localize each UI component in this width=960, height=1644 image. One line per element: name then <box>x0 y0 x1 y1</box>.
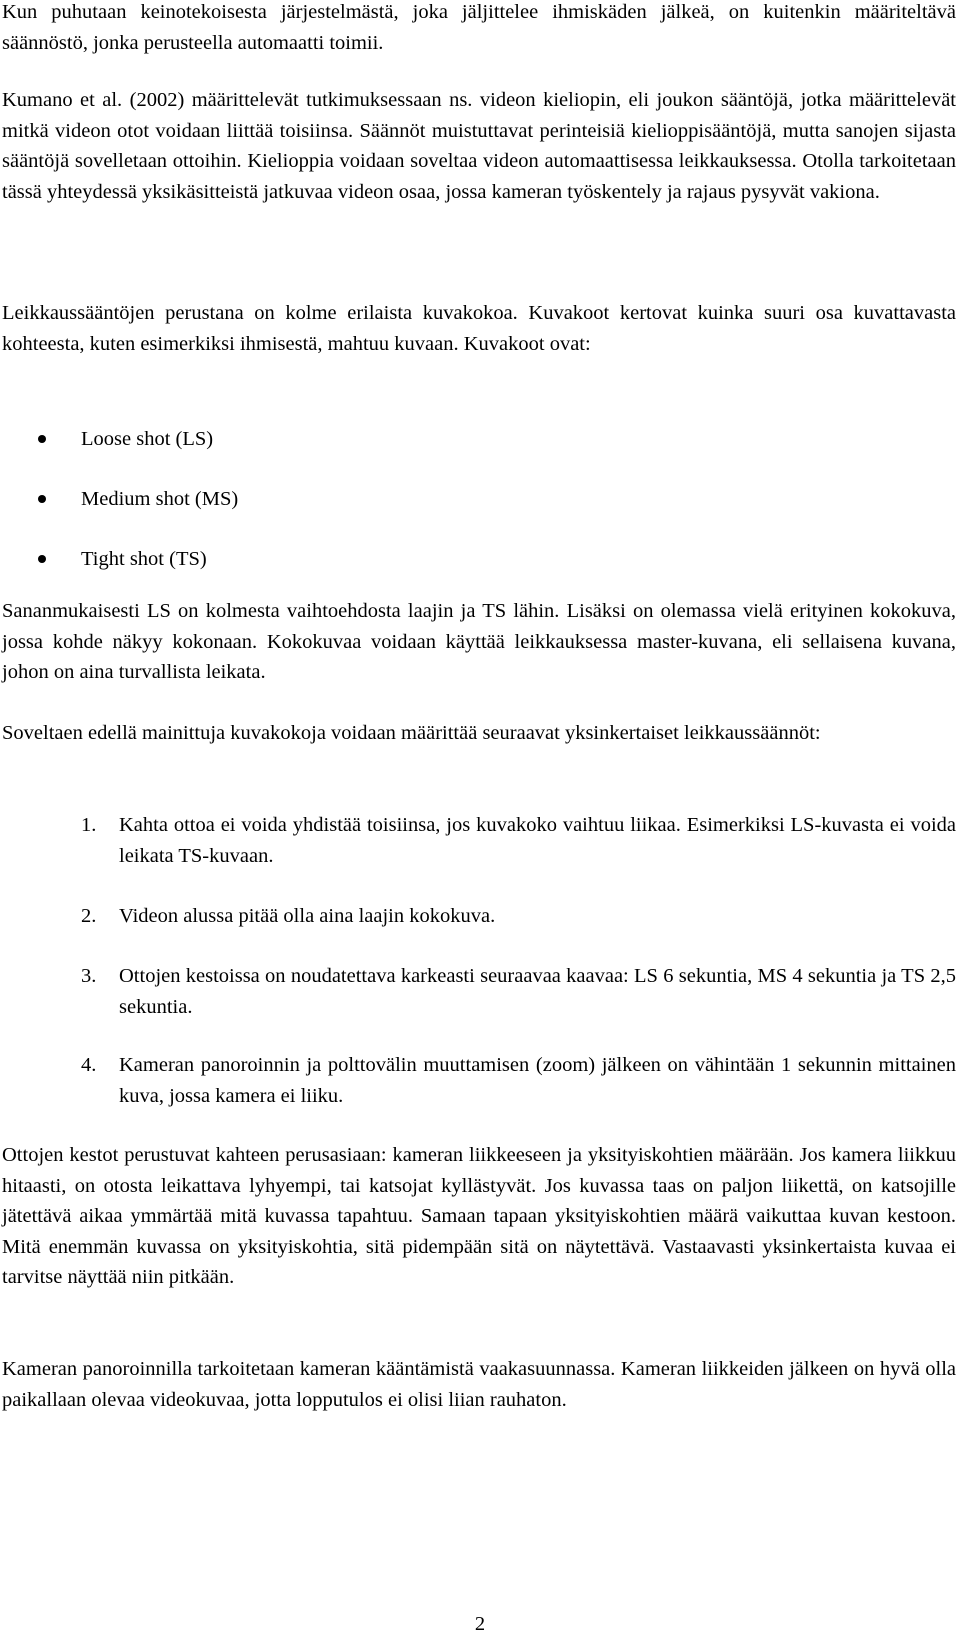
list-item-number: 1. <box>81 814 97 836</box>
list-item-text: Loose shot (LS) <box>81 428 214 450</box>
list-item-number: 4. <box>81 1054 97 1076</box>
list-item-text: Kahta ottoa ei voida yhdistää toisiinsa, jos kuvakoko vaihtuu liikaa. Esimerkiksi LS-kuvasta ei voida leikata TS-kuvaan. <box>119 814 956 867</box>
paragraph-video-grammar: Kumano et al. (2002) määrittelevät tutkimuksessaan ns. videon kieliopin, eli joukon sääntöjä, jotka määrittelevät mitkä videon otot voidaan liittää toisiinsa. Säännöt muistuttavat perinteisiä kielioppisääntöjä, mutta sanojen sijasta sääntöjä sovelletaan ottoihin. Kielioppia voidaan soveltaa videon automaattisessa leikkauksessa. Otolla tarkoitetaan tässä yhteydessä yksikäsitteistä jatkuvaa videon osaa, jossa kameran työskentely ja rajaus pysyvät vakiona. <box>2 89 956 203</box>
list-item-text: Tight shot (TS) <box>81 548 207 570</box>
bullet-icon <box>38 435 46 443</box>
paragraph-shot-durations: Ottojen kestot perustuvat kahteen perusasiaan: kameran liikkeeseen ja yksityiskohtien määrään. Jos kamera liikkuu hitaasti, on otosta leikattava lyhyempi, tai katsojat kyllästyvät. Jos kuvassa taas on paljon liikettä, on katsojille jätettävä aikaa ymmärtää mitä kuvassa tapahtuu. Samaan tapaan yksityiskohtien määrä vaikuttaa kuvan kestoon. Mitä enemmän kuvassa on yksityiskohtia, sitä pidempään sitä on näytettävä. Vastaavasti yksinkertaista kuvaa ei tarvitse näyttää niin pitkään. <box>2 1144 956 1288</box>
paragraph-shot-sizes: Leikkaussääntöjen perustana on kolme erilaista kuvakokoa. Kuvakoot kertovat kuinka suuri osa kuvattavasta kohteesta, kuten esimerkiksi ihmisestä, mahtuu kuvaan. Kuvakoot ovat: <box>2 302 956 355</box>
page-number: 2 <box>474 1613 486 1635</box>
list-item-number: 3. <box>81 965 97 987</box>
list-item <box>0 544 954 604</box>
paragraph-shot-comparison: Sananmukaisesti LS on kolmesta vaihtoehdosta laajin ja TS lähin. Lisäksi on olemassa vielä erityinen kokokuva, jossa kohde näkyy kokonaan. Kokokuvaa voidaan käyttää leikkauksessa master-kuvana, eli sellaisena kuvana, johon on aina turvallista leikata. <box>2 600 956 683</box>
shot-size-list <box>0 424 954 604</box>
list-item <box>0 484 954 544</box>
list-item-text: Kameran panoroinnin ja polttovälin muuttamisen (zoom) jälkeen on vähintään 1 sekunnin mittainen kuva, jossa kamera ei liiku. <box>119 1054 956 1107</box>
list-item-number: 2. <box>81 905 97 927</box>
list-item-text: Ottojen kestoissa on noudatettava karkeasti seuraavaa kaavaa: LS 6 sekuntia, MS 4 sekuntia ja TS 2,5 sekuntia. <box>119 965 956 1018</box>
paragraph-rules-intro: Soveltaen edellä mainittuja kuvakokoja voidaan määrittää seuraavat yksinkertaiset leikkaussäännöt: <box>2 722 821 744</box>
list-item-text: Videon alussa pitää olla aina laajin kokokuva. <box>119 905 496 927</box>
paragraph-panning: Kameran panoroinnilla tarkoitetaan kameran kääntämistä vaakasuunnassa. Kameran liikkeiden jälkeen on hyvä olla paikallaan olevaa videokuvaa, jotta lopputulos ei olisi liian rauhaton. <box>2 1358 956 1411</box>
list-item-text: Medium shot (MS) <box>81 488 239 510</box>
bullet-icon <box>38 495 46 503</box>
paragraph-intro: Kun puhutaan keinotekoisesta järjestelmästä, joka jäljittelee ihmiskäden jälkeä, on kuitenkin määriteltävä säännöstö, jonka perusteella automaatti toimii. <box>2 1 956 54</box>
bullet-icon <box>38 555 46 563</box>
list-item <box>0 424 954 484</box>
